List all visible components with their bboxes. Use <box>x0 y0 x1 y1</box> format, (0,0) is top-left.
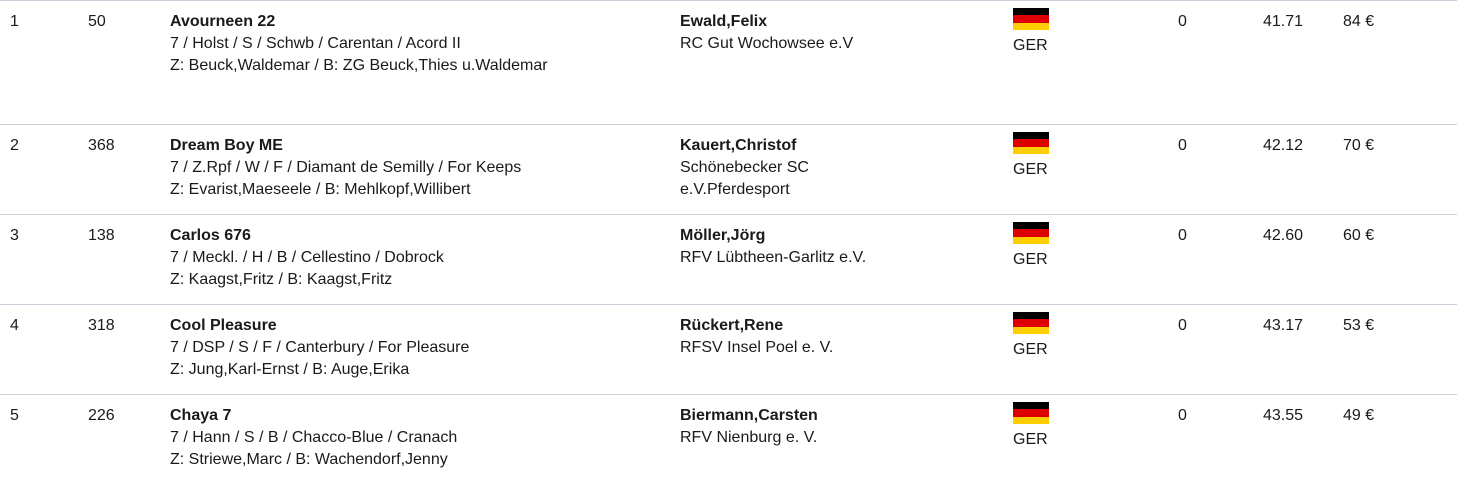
horse-details: 7 / Holst / S / Schwb / Carentan / Acord II <box>170 35 461 52</box>
time-cell: 43.17 <box>1263 317 1304 334</box>
nation-code: GER <box>1013 161 1048 178</box>
prize-cell: 84 € <box>1343 13 1375 30</box>
time-cell: 42.60 <box>1263 227 1304 244</box>
germany-flag-icon <box>1013 312 1049 334</box>
rider-name[interactable]: Möller,Jörg <box>680 227 766 244</box>
horse-cell <box>170 225 670 291</box>
club-name: RFV Nienburg e. V. <box>680 429 818 446</box>
nation-code: GER <box>1013 341 1048 358</box>
horse-cell <box>170 405 670 471</box>
faults-cell: 0 <box>1178 227 1187 244</box>
prize-cell: 70 € <box>1343 137 1375 154</box>
nation-cell <box>1013 5 1053 57</box>
breeder-owner: Z: Evarist,Maeseele / B: Mehlkopf,Willibert <box>170 181 471 198</box>
nation-cell <box>1013 309 1053 361</box>
rider-cell <box>680 315 980 359</box>
rider-name[interactable]: Biermann,Carsten <box>680 407 818 424</box>
prize-cell: 53 € <box>1343 317 1375 334</box>
breeder-owner: Z: Beuck,Waldemar / B: ZG Beuck,Thies u.Waldemar <box>170 57 548 74</box>
start-number-cell: 226 <box>88 407 115 424</box>
faults-cell: 0 <box>1178 13 1187 30</box>
rank-cell: 4 <box>10 317 19 334</box>
germany-flag-icon <box>1013 8 1049 30</box>
horse-name[interactable]: Chaya 7 <box>170 407 232 424</box>
horse-details: 7 / Z.Rpf / W / F / Diamant de Semilly / For Keeps <box>170 159 522 176</box>
club-name: RFV Lübtheen-Garlitz e.V. <box>680 249 867 266</box>
germany-flag-icon <box>1013 402 1049 424</box>
horse-details: 7 / Meckl. / H / B / Cellestino / Dobrock <box>170 249 444 266</box>
rider-cell <box>680 225 980 269</box>
breeder-owner: Z: Striewe,Marc / B: Wachendorf,Jenny <box>170 451 448 468</box>
rider-cell <box>680 135 980 201</box>
rider-name[interactable]: Ewald,Felix <box>680 13 768 30</box>
horse-cell <box>170 315 670 381</box>
rank-cell: 1 <box>10 13 19 30</box>
rank-cell: 3 <box>10 227 19 244</box>
nation-code: GER <box>1013 431 1048 448</box>
start-number-cell: 368 <box>88 137 115 154</box>
table-row <box>0 215 1457 305</box>
faults-cell: 0 <box>1178 137 1187 154</box>
horse-name[interactable]: Avourneen 22 <box>170 13 276 30</box>
nation-cell <box>1013 399 1053 451</box>
start-number-cell: 50 <box>88 13 106 30</box>
time-cell: 41.71 <box>1263 13 1304 30</box>
germany-flag-icon <box>1013 222 1049 244</box>
horse-details: 7 / Hann / S / B / Chacco-Blue / Cranach <box>170 429 458 446</box>
breeder-owner: Z: Jung,Karl-Ernst / B: Auge,Erika <box>170 361 410 378</box>
table-row <box>0 395 1457 497</box>
rider-name[interactable]: Rückert,Rene <box>680 317 784 334</box>
rider-name[interactable]: Kauert,Christof <box>680 137 797 154</box>
faults-cell: 0 <box>1178 407 1187 424</box>
time-cell: 43.55 <box>1263 407 1304 424</box>
prize-cell: 60 € <box>1343 227 1375 244</box>
table-row <box>0 125 1457 215</box>
start-number-cell: 138 <box>88 227 115 244</box>
horse-cell <box>170 135 670 201</box>
club-name: Schönebecker SC e.V.Pferdesport <box>680 159 809 198</box>
time-cell: 42.12 <box>1263 137 1304 154</box>
rank-cell: 5 <box>10 407 19 424</box>
horse-name[interactable]: Carlos 676 <box>170 227 251 244</box>
nation-cell <box>1013 219 1053 271</box>
rank-cell: 2 <box>10 137 19 154</box>
horse-name[interactable]: Dream Boy ME <box>170 137 283 154</box>
nation-code: GER <box>1013 251 1048 268</box>
faults-cell: 0 <box>1178 317 1187 334</box>
rider-cell <box>680 11 980 55</box>
rider-cell <box>680 405 980 449</box>
horse-cell <box>170 11 670 77</box>
horse-details: 7 / DSP / S / F / Canterbury / For Pleasure <box>170 339 470 356</box>
breeder-owner: Z: Kaagst,Fritz / B: Kaagst,Fritz <box>170 271 393 288</box>
horse-name[interactable]: Cool Pleasure <box>170 317 277 334</box>
prize-cell: 49 € <box>1343 407 1375 424</box>
nation-cell <box>1013 129 1053 181</box>
club-name: RFSV Insel Poel e. V. <box>680 339 834 356</box>
table-row <box>0 1 1457 125</box>
club-name: RC Gut Wochowsee e.V <box>680 35 854 52</box>
table-row <box>0 305 1457 395</box>
start-number-cell: 318 <box>88 317 115 334</box>
germany-flag-icon <box>1013 132 1049 154</box>
nation-code: GER <box>1013 37 1048 54</box>
